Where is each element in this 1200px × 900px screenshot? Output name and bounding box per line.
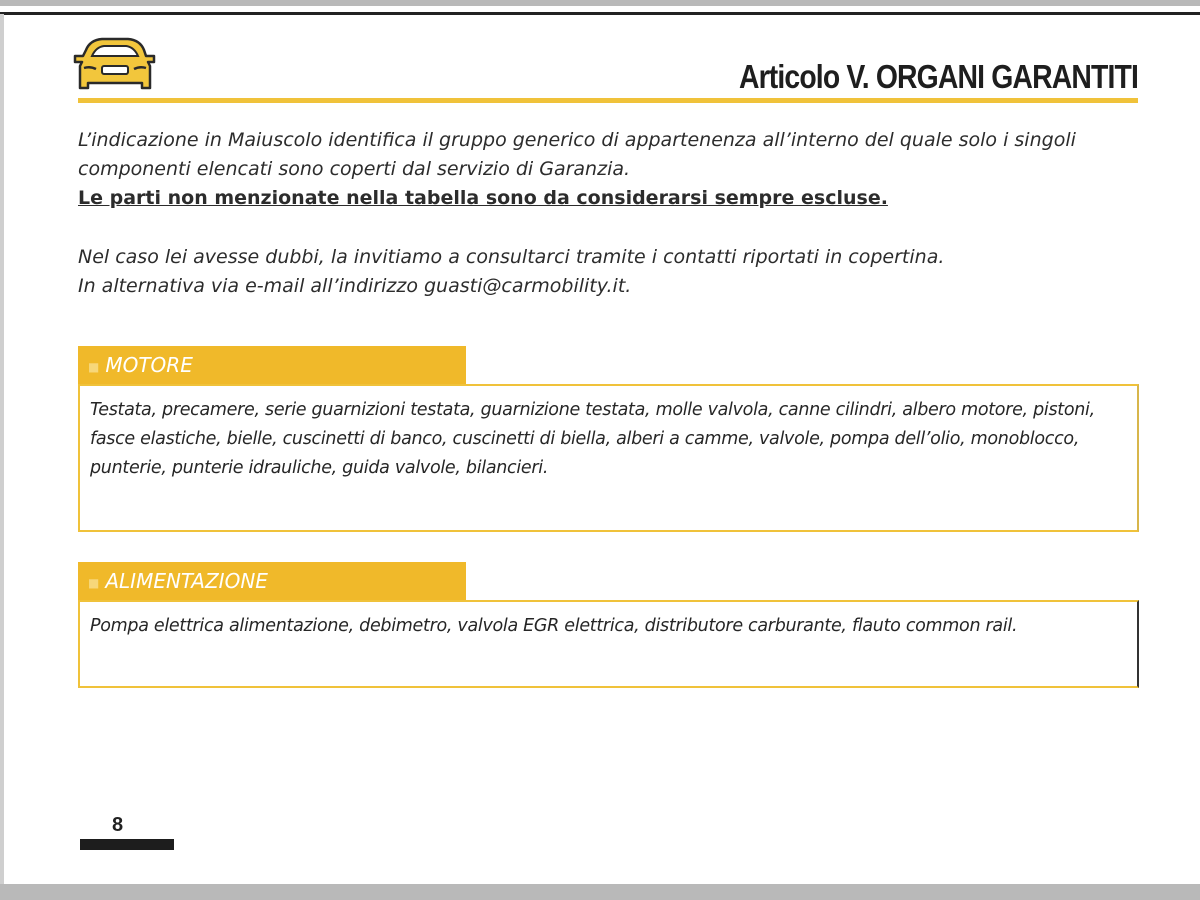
contact-paragraph — [78, 243, 1153, 301]
section-content: Testata, precamere, serie guarnizioni testata, guarnizione testata, molle valvola, canne cilindri, albero motore, pistoni, fasce elastiche, bielle, cuscinetti di banco, cuscinetti di biella, alberi a camme, valvole, pompa dell’olio, monoblocco, punterie, punterie idrauliche, guida valvole, bilancieri. — [90, 400, 1095, 478]
page-top-edge — [0, 0, 1200, 6]
intro-text: L’indicazione in Maiuscolo identifica il gruppo generico di appartenenza all’interno del quale solo i singoli componenti elencati sono coperti dal servizio di Garanzia. — [78, 129, 1076, 180]
page-bottom-edge — [0, 884, 1200, 900]
page-top-rule — [0, 12, 1200, 15]
section-box-alimentazione — [78, 600, 1139, 688]
title-underline — [78, 98, 1138, 103]
bullet-icon: ■ — [88, 575, 100, 590]
bullet-icon: ■ — [88, 359, 100, 374]
car-front-icon — [72, 36, 156, 96]
page-number: 8 — [112, 814, 124, 836]
contact-line-2: In alternativa via e-mail all’indirizzo guasti@carmobility.it. — [78, 275, 632, 297]
page-left-edge — [0, 14, 4, 884]
section-title: ALIMENTAZIONE — [105, 569, 268, 593]
exclusion-note: Le parti non menzionate nella tabella sono da considerarsi sempre escluse. — [78, 187, 888, 209]
section-header-motore — [78, 346, 466, 384]
section-header-alimentazione — [78, 562, 466, 600]
section-box-motore — [78, 384, 1139, 532]
section-content: Pompa elettrica alimentazione, debimetro, valvola EGR elettrica, distributore carburante, flauto common rail. — [90, 616, 1018, 636]
intro-paragraph — [78, 126, 1153, 213]
page-title: Articolo V. ORGANI GARANTITI — [738, 58, 1138, 95]
section-title: MOTORE — [105, 353, 193, 377]
page-number-bar — [80, 839, 174, 850]
contact-line-1: Nel caso lei avesse dubbi, la invitiamo a consultarci tramite i contatti riportati in copertina. — [78, 246, 945, 268]
